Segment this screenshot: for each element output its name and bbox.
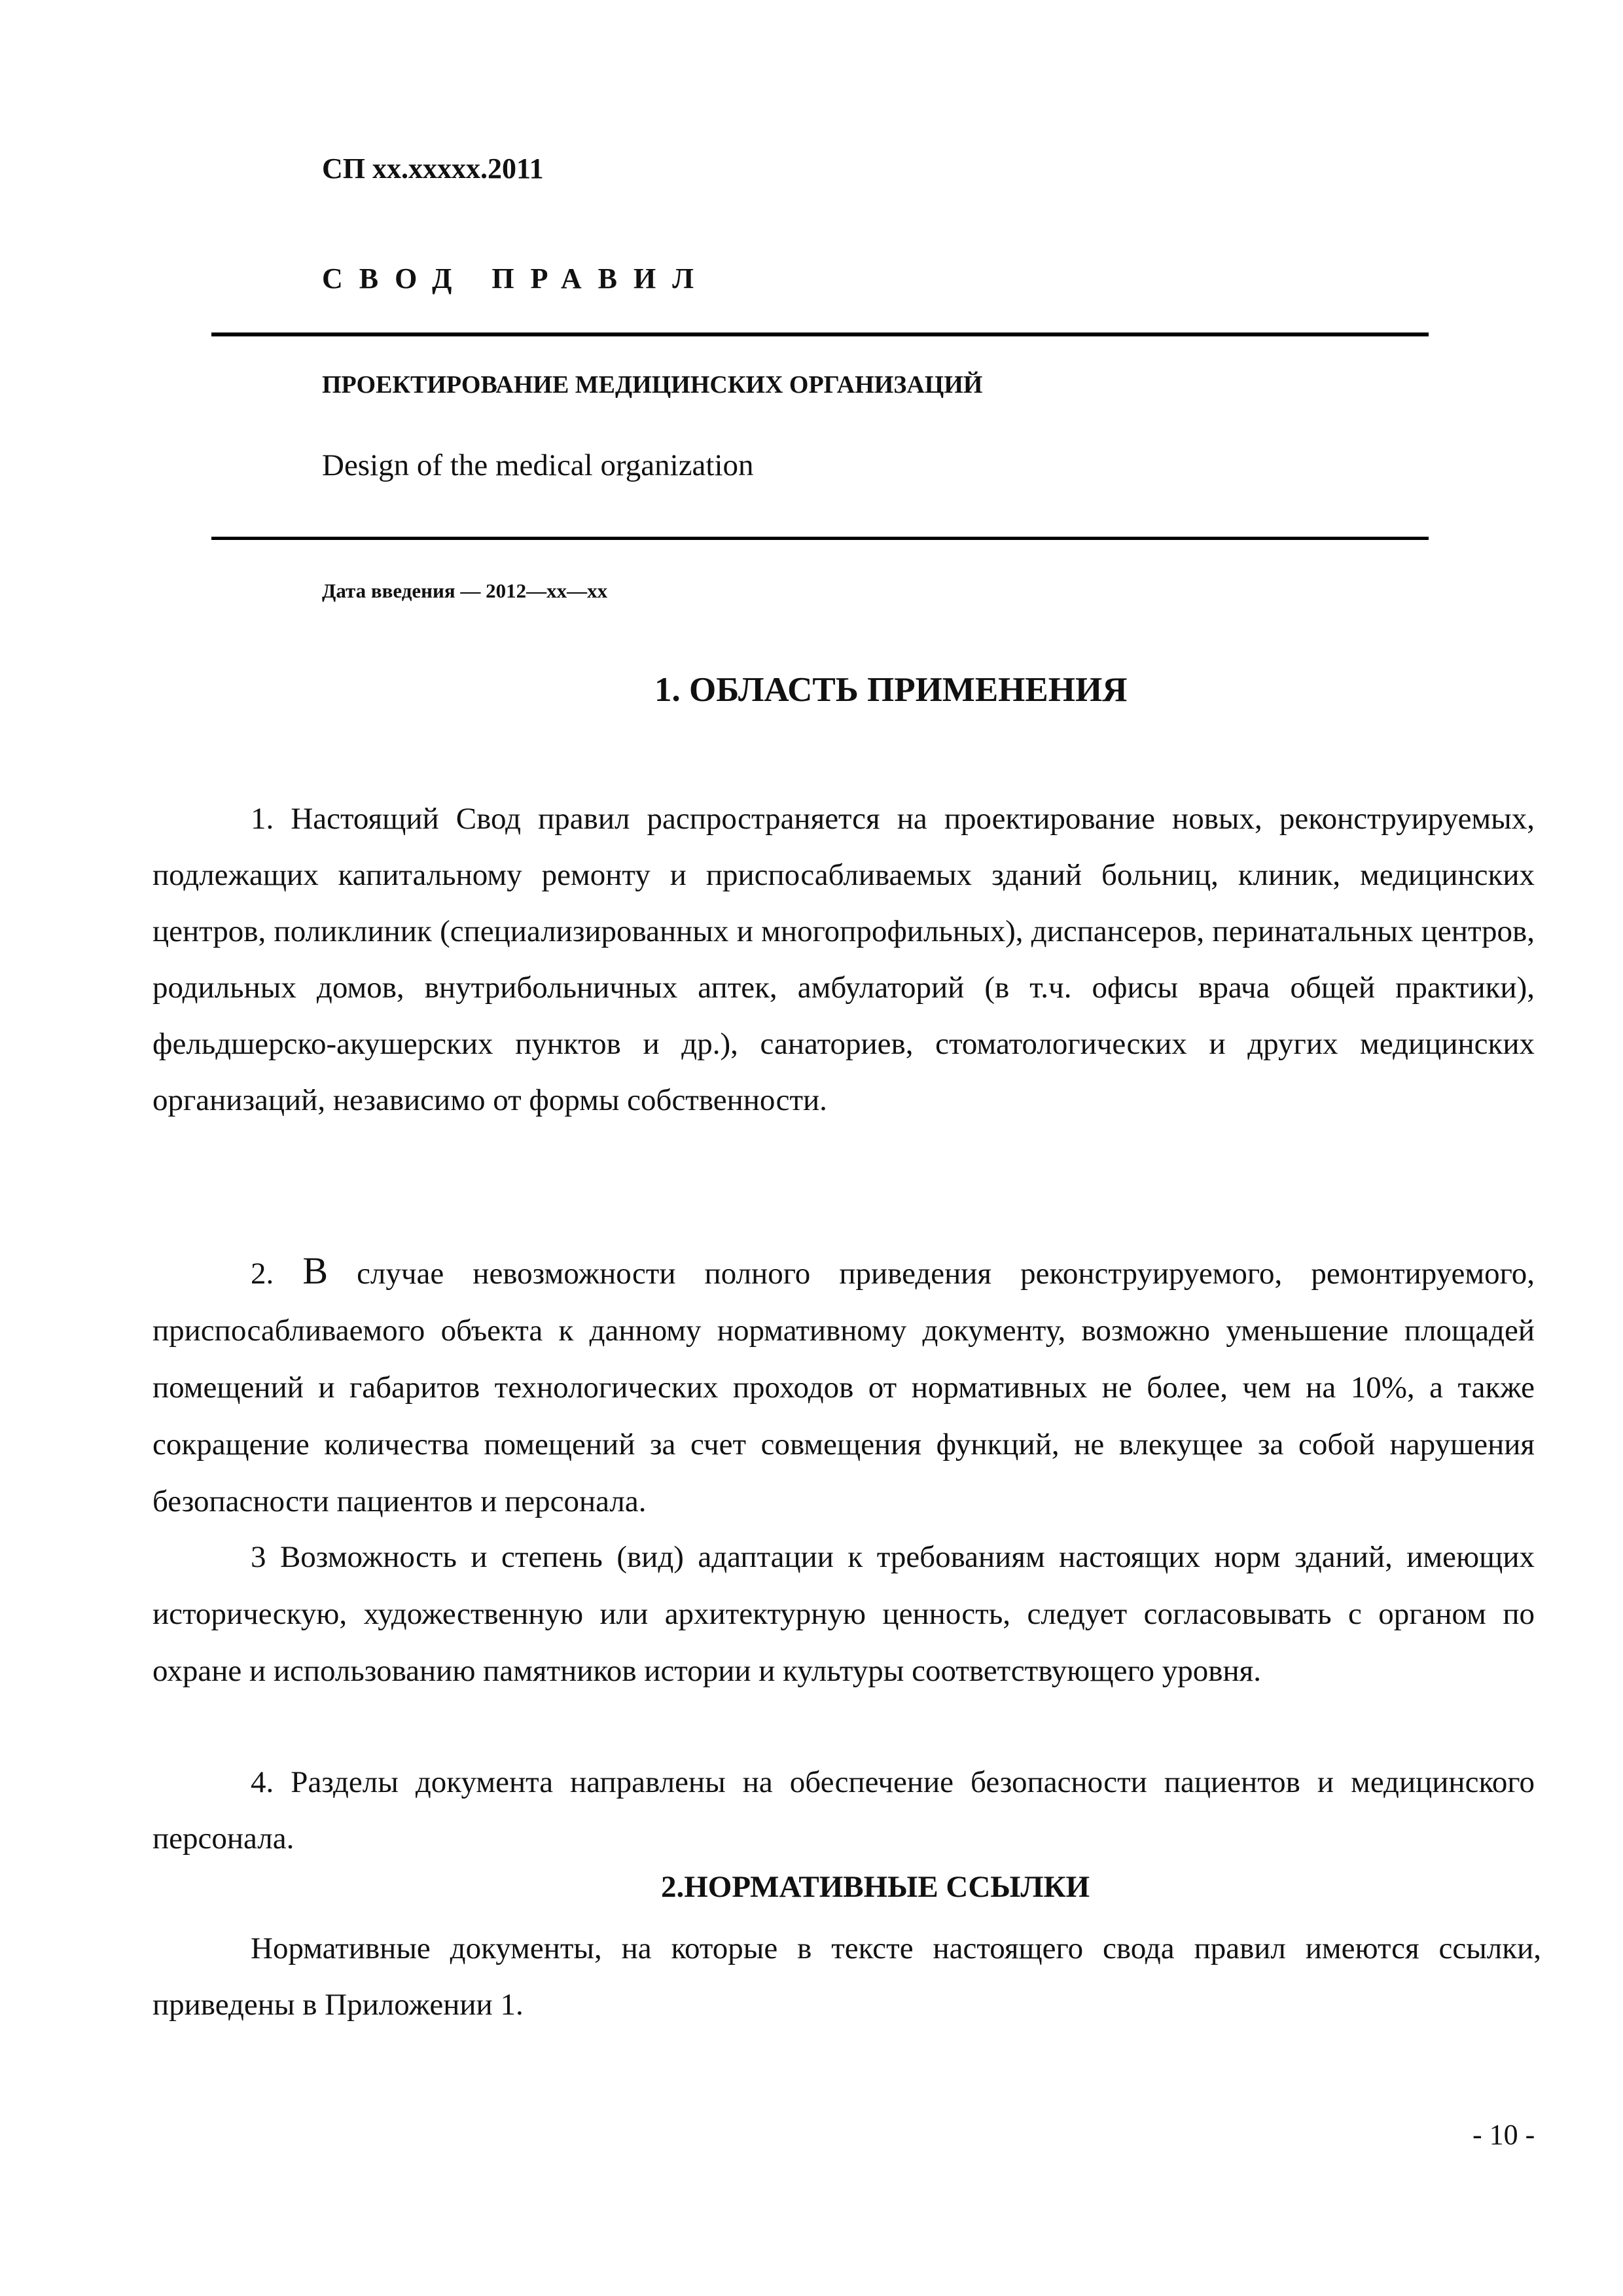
paragraph-2-text: случае невозможности полного приведения реконструируемого, ремонтируемого, приспосабливаемого объекта к данному нормативному документу, возможно уменьшение площадей помещений и габаритов технологических проходов от нормативных не более, чем на 10%, а также сокращение количества помещений за счет совмещения функций, не влекущее за собой нарушения безопасности пациентов и персонала. xyxy=(152,1257,1535,1518)
section-1-paragraph-1: 1. Настоящий Свод правил распространяется на проектирование новых, реконструируемых, подлежащих капитальному ремонту и приспосабливаемых зданий больниц, клиник, медицинских центров, поликлиник (специализированных и многопрофильных), диспансеров, перинатальных центров, родильных домов, внутрибольничных аптек, амбулаторий (в т.ч. офисы врача общей практики), фельдшерско-акушерских пунктов и др.), санаториев, стоматологических и других медицинских организаций, независимо от формы собственности. xyxy=(152,802,1535,1117)
document-code: СП хх.ххххх.2011 xyxy=(322,152,544,185)
bottom-rule xyxy=(211,537,1429,540)
section-2-heading: 2.НОРМАТИВНЫЕ ССЫЛКИ xyxy=(661,1870,1090,1904)
document-title-ru: ПРОЕКТИРОВАНИЕ МЕДИЦИНСКИХ ОРГАНИЗАЦИЙ xyxy=(322,371,983,399)
page-number: - 10 - xyxy=(1472,2119,1535,2151)
section-2-paragraph-1: Нормативные документы, на которые в тексте настоящего свода правил имеются ссылки, приведены в Приложении 1. xyxy=(152,1931,1541,2022)
section-1-paragraph-3: 3 Возможность и степень (вид) адаптации к требованиям настоящих норм зданий, имеющих историческую, художественную или архитектурную ценность, следует согласовывать с органом по охране и использованию памятников истории и культуры соответствующего уровня. xyxy=(152,1540,1535,1688)
paragraph-2-initial: В xyxy=(302,1249,328,1292)
section-1-paragraph-4: 4. Разделы документа направлены на обеспечение безопасности пациентов и медицинского персонала. xyxy=(152,1765,1535,1856)
top-rule xyxy=(211,332,1429,336)
section-1-paragraph-2 xyxy=(152,1242,1535,1530)
document-title-en: Design of the medical organization xyxy=(322,448,754,482)
paragraph-2-number: 2. xyxy=(251,1257,274,1291)
effective-date: Дата введения — 2012—хх—хх xyxy=(322,579,608,602)
document-kind: СВОД ПРАВИЛ xyxy=(322,262,711,295)
section-1-heading: 1. ОБЛАСТЬ ПРИМЕНЕНИЯ xyxy=(654,671,1128,709)
